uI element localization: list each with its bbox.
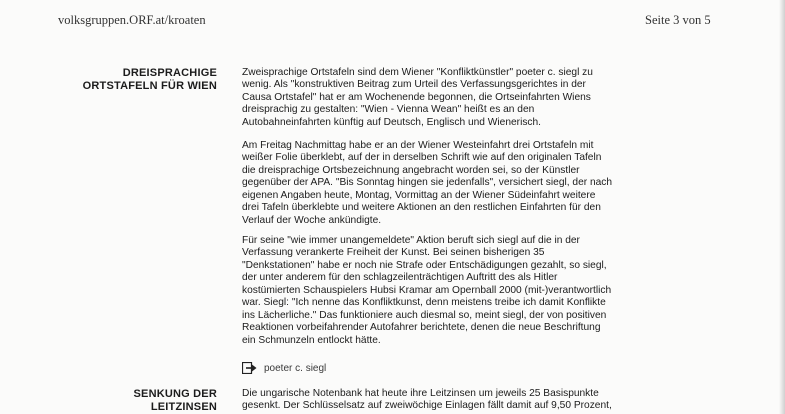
text-line: ein Schmunzeln entlockt hätte. (242, 334, 381, 346)
text-line: drei Tafeln überklebte und weitere Aktionen an den restlichen Einfahrten für den (242, 202, 601, 214)
header-source-url: volksgruppen.ORF.at/kroaten (58, 13, 206, 27)
article-title-dreisprachige-ortstafeln (60, 67, 217, 93)
text-line: Für seine "wie immer unangemeldete" Aktion beruft sich siegl auf die in der (242, 235, 580, 246)
text-line: "Denkstationen" habe er noch nie Strafe oder Entschädigungen gezahlt, so siegl, (242, 259, 607, 271)
text-line: dreisprachig zu gestalten: "Wien - Vienna Wean" heißt es an den (242, 104, 535, 116)
article-title-line: LEITZINSEN (150, 401, 217, 413)
text-line: gesenkt. Der Schlüsselsatz auf zweiwöchige Einlagen fällt damit auf 9,50 Prozent, (242, 400, 612, 412)
text-line: war. Siegl: "Ich nenne das Konfliktkunst, denn meistens treibe ich damit Konflikte (242, 297, 606, 309)
text-line: Autobahneinfahrten künftig auf Deutsch, Englisch und Wienerisch. (242, 116, 542, 128)
text-line: weißer Folie überklebt, auf der in derselben Schrift wie auf den originalen Tafeln (242, 152, 602, 164)
article-title-line: SENKUNG DER (133, 388, 217, 400)
text-line: Reaktionen vorbeifahrender Autofahrer berichtete, denen die neue Beschriftung (242, 322, 601, 334)
article2-paragraph-1 (242, 388, 637, 413)
text-line: Zweisprachige Ortstafeln sind dem Wiener "Konfliktkünstler" poeter c. siegl zu (242, 67, 593, 78)
arrow-link-icon (242, 362, 258, 374)
article1-paragraph-1 (242, 67, 637, 129)
text-line: wenig. Als "konstruktiven Beitrag zum Urteil des Verfassungsgerichtes in der (242, 79, 586, 91)
article1-paragraph-3 (242, 235, 637, 347)
text-line: der unter anderem für den schlagzeilenträchtigen Auftritt des als Hitler (242, 272, 558, 284)
article-title-line: DREISPRACHIGE (122, 67, 217, 79)
related-link[interactable] (242, 361, 326, 375)
text-line: gegenüber der APA. "Bis Sonntag hingen sie jedenfalls", versichert siegl, der nach (242, 177, 613, 189)
article1-paragraph-2 (242, 140, 637, 227)
text-line: die dreisprachige Ortsbezeichnung angebracht worden sei, so der Künstler (242, 164, 580, 176)
text-line: Causa Ortstafel" hat er am Wochenende begonnen, die Ortseinfahrten Wiens (242, 91, 591, 103)
header-page-number: Seite 3 von 5 (645, 13, 711, 27)
article-title-senkung-der-leitzinsen (60, 388, 217, 414)
text-line: Verfassung verankerte Freiheit der Kunst. Bei seinen bisherigen 35 (242, 247, 545, 259)
text-line: kostümierten Schauspielers Hubsi Kramar am Opernball 2000 (mit-)verantwortlich (242, 284, 612, 296)
text-line: Die ungarische Notenbank hat heute ihre Leitzinsen um jeweils 25 Basispunkte (242, 388, 599, 399)
text-line: ins Lächerliche." Das funktioniere auch diesmal so, meint siegl, der von positiven (242, 309, 607, 321)
scan-edge-shadow (779, 0, 785, 414)
text-line: Verlauf der Woche ankündigte. (242, 214, 382, 226)
text-line: eigenen Angaben heute, Montag, Vormittag an der Wiener Südeinfahrt weitere (242, 189, 596, 201)
text-line: Am Freitag Nachmittag habe er an der Wiener Westeinfahrt drei Ortstafeln mit (242, 140, 594, 151)
article-title-line: ORTSTAFELN FÜR WIEN (82, 80, 217, 92)
related-link-label[interactable]: poeter c. siegl (264, 362, 327, 374)
